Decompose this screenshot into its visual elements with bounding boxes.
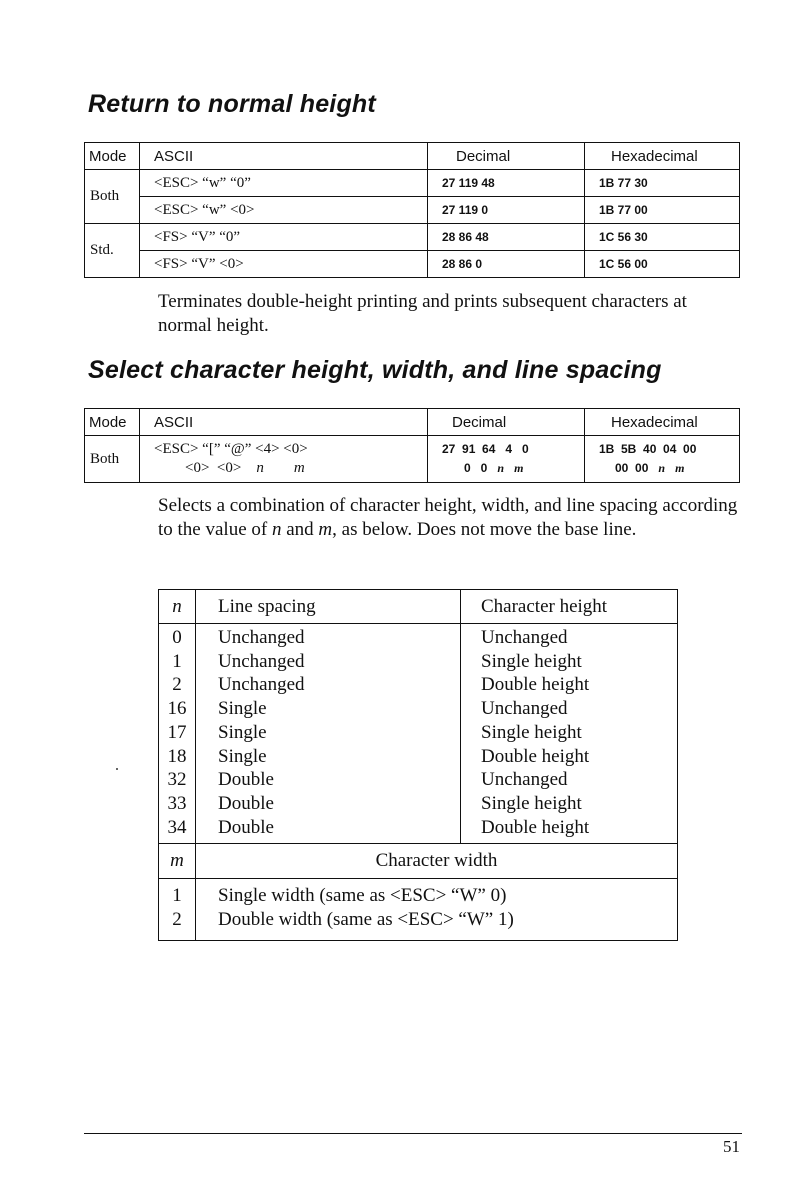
ascii-line-1: <ESC> “[” “@” <4> <0>	[154, 441, 308, 457]
n-value: 16	[167, 698, 187, 720]
ascii-cell: <FS> “V” “0”	[140, 224, 428, 251]
character-height-value: Double height	[481, 745, 590, 767]
n-value: 34	[167, 816, 187, 838]
line-spacing-value: Single	[218, 745, 267, 767]
parameter-table	[158, 589, 678, 941]
description-var-n: n	[271, 519, 282, 540]
header-m	[159, 844, 196, 879]
character-height-value: Unchanged	[481, 627, 568, 648]
page-number: 51	[723, 1137, 740, 1156]
n-value: 18	[167, 745, 187, 767]
mode-cell: Both	[85, 436, 140, 483]
header-decimal: Decimal	[428, 143, 585, 170]
character-height-column	[461, 624, 678, 844]
description-text: , as below. Does not move the base line.	[332, 519, 637, 540]
ascii-line-2	[154, 459, 427, 478]
description-return-normal-height: Terminates double-height printing and prints subsequent characters at normal height.	[158, 291, 687, 336]
character-width-value: Double width (same as <ESC> “W” 1)	[218, 909, 514, 931]
n-values-block	[159, 624, 678, 844]
hex-line-2-prefix: 00 00	[615, 461, 649, 475]
table-row	[85, 170, 740, 197]
description-text: Selects a combination of character height, width, and line spacing according to the value of	[158, 495, 738, 540]
var-n: n	[658, 461, 666, 475]
decimal-cell: 28 86 0	[428, 251, 585, 278]
header-mode: Mode	[85, 409, 140, 436]
decimal-cell: 27 119 0	[428, 197, 585, 224]
description-var-m: m	[318, 519, 333, 540]
header-character-width: Character width	[196, 844, 678, 879]
section-heading-select-height-width-spacing: Select character height, width, and line spacing	[88, 356, 662, 384]
decimal-line-2	[442, 459, 584, 478]
n-value: 32	[167, 769, 187, 791]
line-spacing-value: Double	[218, 792, 274, 814]
header-ascii: ASCII	[140, 409, 428, 436]
ascii-cell: <ESC> “w” <0>	[140, 197, 428, 224]
character-width-value: Single width (same as <ESC> “W” 0)	[218, 885, 507, 907]
ascii-cell: <ESC> “w” “0”	[140, 170, 428, 197]
header-line-spacing: Line spacing	[196, 590, 461, 624]
n-value: 2	[172, 674, 182, 696]
line-spacing-value: Double	[218, 769, 274, 791]
mode-cell: Std.	[85, 224, 140, 278]
footer-rule	[84, 1133, 742, 1134]
m-header-row	[159, 844, 678, 879]
n-values-column	[159, 624, 196, 844]
header-hex: Hexadecimal	[585, 143, 740, 170]
character-height-value: Unchanged	[481, 769, 568, 791]
decimal-line-2-prefix: 0 0	[464, 461, 488, 475]
line-spacing-value: Unchanged	[218, 650, 305, 672]
description-select-height-width	[158, 494, 742, 542]
character-height-value: Single height	[481, 792, 582, 814]
var-m: m	[675, 461, 685, 475]
n-value: 33	[167, 792, 187, 814]
stray-mark	[116, 768, 118, 770]
table-row	[85, 224, 740, 251]
table-row	[85, 197, 740, 224]
ascii-cell: <FS> “V” <0>	[140, 251, 428, 278]
line-spacing-value: Unchanged	[218, 674, 305, 696]
line-spacing-value: Double	[218, 816, 274, 838]
decimal-cell: 27 119 48	[428, 170, 585, 197]
m-value: 2	[172, 909, 182, 931]
character-height-value: Single height	[481, 650, 582, 672]
hex-cell: 1B 77 00	[585, 197, 740, 224]
table-header-row	[85, 143, 740, 170]
line-spacing-value: Single	[218, 698, 267, 720]
line-spacing-value: Single	[218, 721, 267, 743]
decimal-cell	[428, 436, 585, 483]
table-row	[85, 436, 740, 483]
header-ascii: ASCII	[140, 143, 428, 170]
command-table-select-height-width	[84, 408, 740, 483]
header-n-text: n	[172, 596, 182, 617]
ascii-line-2-prefix: <0> <0>	[185, 460, 242, 476]
table-row	[85, 251, 740, 278]
m-value: 1	[172, 885, 182, 907]
section-heading-return-normal-height: Return to normal height	[88, 90, 376, 118]
description-text: and	[281, 519, 319, 540]
var-m: m	[514, 461, 524, 475]
n-header-row	[159, 590, 678, 624]
header-n	[159, 590, 196, 624]
header-m-text: m	[170, 850, 184, 872]
hex-cell: 1B 77 30	[585, 170, 740, 197]
character-height-value: Double height	[481, 816, 590, 838]
n-value: 17	[167, 721, 187, 743]
decimal-cell: 28 86 48	[428, 224, 585, 251]
header-hex: Hexadecimal	[585, 409, 740, 436]
n-value: 1	[172, 650, 182, 672]
character-height-value: Unchanged	[481, 698, 568, 720]
hex-line-2	[599, 459, 739, 478]
m-values-block	[159, 879, 678, 940]
line-spacing-value: Unchanged	[218, 627, 305, 648]
header-character-height: Character height	[461, 590, 678, 624]
decimal-line-1: 27 91 64 4 0	[442, 442, 529, 456]
character-width-column	[196, 879, 678, 940]
hex-cell	[585, 436, 740, 483]
var-n: n	[497, 461, 505, 475]
hex-cell: 1C 56 30	[585, 224, 740, 251]
table-header-row	[85, 409, 740, 436]
line-spacing-column	[196, 624, 461, 844]
var-m: m	[293, 460, 305, 476]
header-mode: Mode	[85, 143, 140, 170]
n-value: 0	[172, 627, 182, 648]
ascii-cell	[140, 436, 428, 483]
header-decimal: Decimal	[428, 409, 585, 436]
mode-cell: Both	[85, 170, 140, 224]
hex-cell: 1C 56 00	[585, 251, 740, 278]
command-table-return-normal-height	[84, 142, 740, 278]
character-height-value: Double height	[481, 674, 590, 696]
hex-line-1: 1B 5B 40 04 00	[599, 442, 697, 456]
var-n: n	[256, 460, 264, 476]
m-values-column	[159, 879, 196, 940]
character-height-value: Single height	[481, 721, 582, 743]
